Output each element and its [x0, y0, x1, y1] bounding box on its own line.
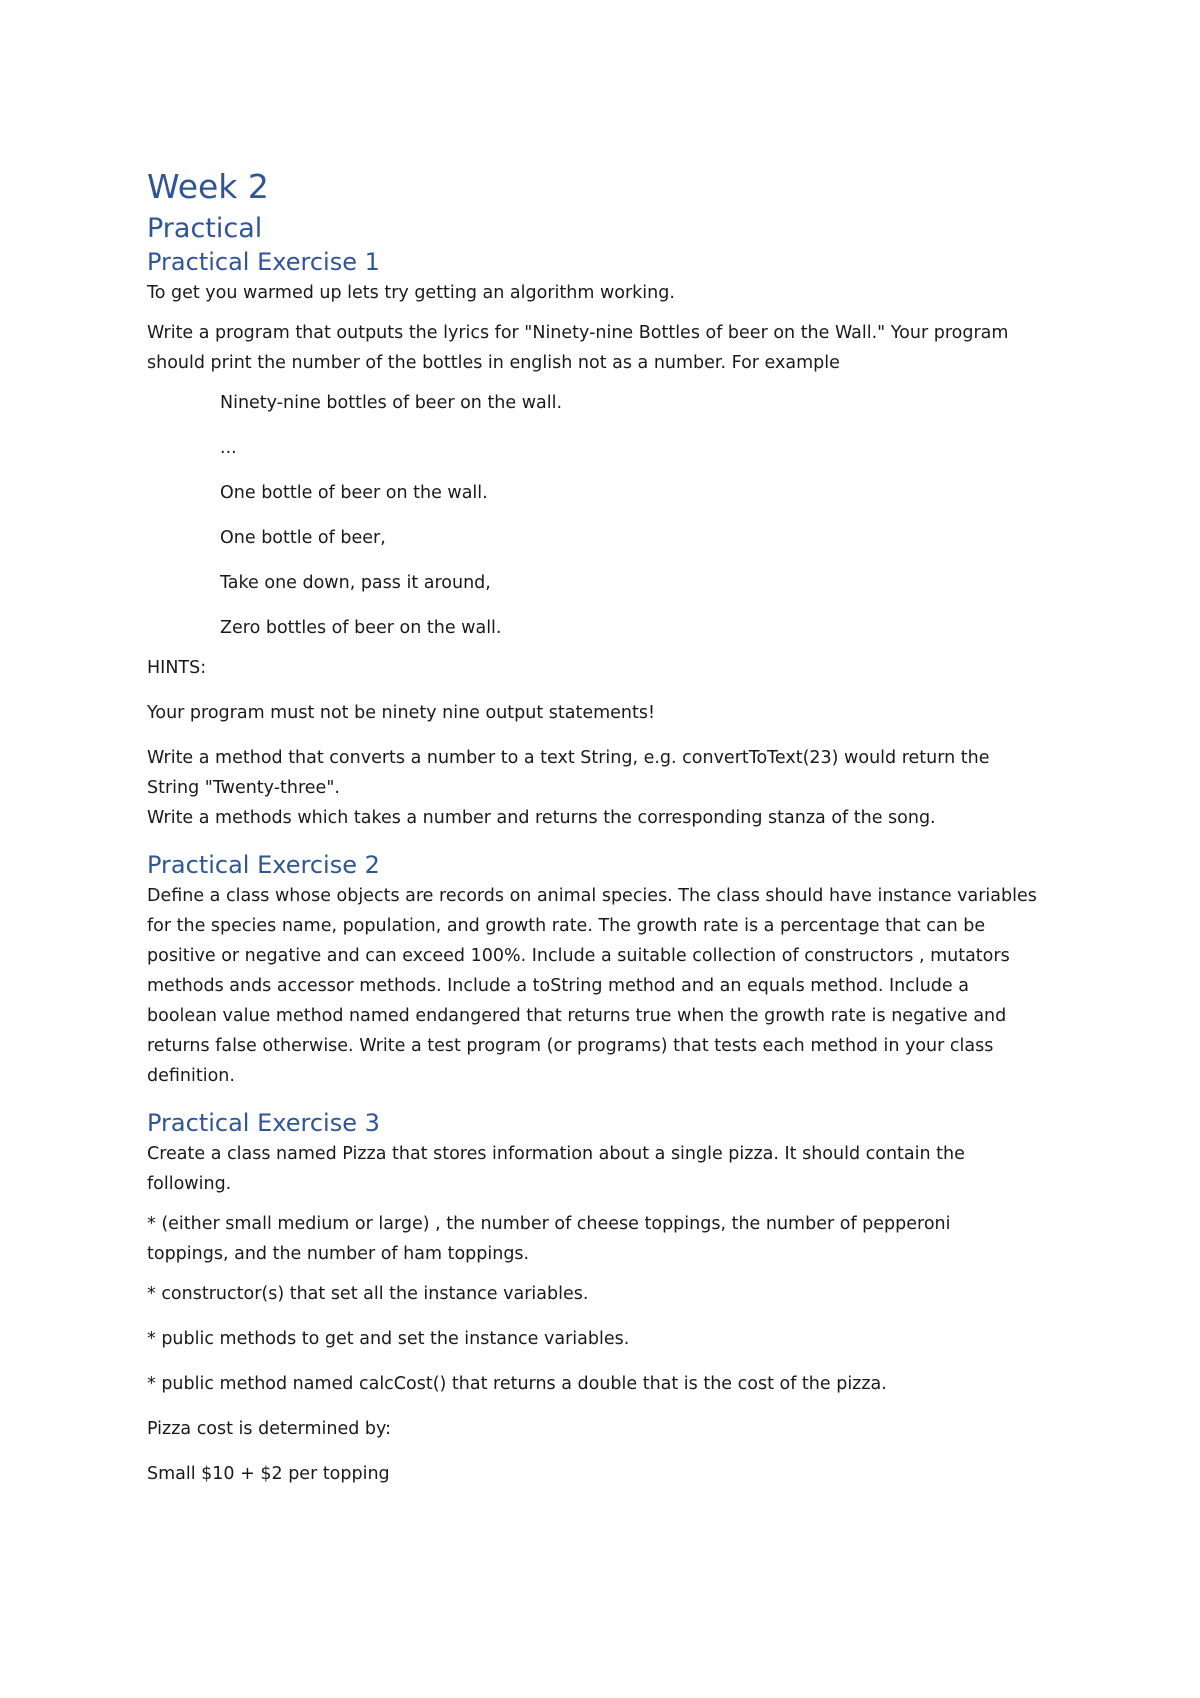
exercise-2-heading: Practical Exercise 2 — [147, 851, 380, 879]
exercise-2-line: returns false otherwise. Write a test program (or programs) that tests each method in your class — [147, 1036, 994, 1056]
exercise-2-line: Define a class whose objects are records on animal species. The class should have instance variables — [147, 886, 1037, 906]
lyric-line: ... — [220, 438, 237, 458]
hints-label: HINTS: — [147, 658, 207, 678]
page-title: Week 2 — [147, 167, 269, 206]
hint-1: Your program must not be ninety nine output statements! — [147, 703, 656, 723]
lyric-line: One bottle of beer on the wall. — [220, 483, 488, 503]
bullet-2: * constructor(s) that set all the instance variables. — [147, 1284, 589, 1304]
exercise-3-intro-line1: Create a class named Pizza that stores information about a single pizza. It should contain the — [147, 1144, 965, 1164]
lyric-line: Ninety-nine bottles of beer on the wall. — [220, 393, 563, 413]
exercise-1-heading: Practical Exercise 1 — [147, 248, 380, 276]
exercise-3-heading: Practical Exercise 3 — [147, 1109, 380, 1137]
cost-small: Small $10 + $2 per topping — [147, 1464, 390, 1484]
exercise-2-body — [147, 881, 1067, 1091]
exercise-2-line: methods ands accessor methods. Include a toString method and an equals method. Include a — [147, 976, 969, 996]
exercise-2-line: boolean value method named endangered that returns true when the growth rate is negative and — [147, 1006, 1007, 1026]
cost-label: Pizza cost is determined by: — [147, 1419, 392, 1439]
bullet-1-line2: toppings, and the number of ham toppings. — [147, 1244, 530, 1264]
hint-2-line1: Write a method that converts a number to a text String, e.g. convertToText(23) would return the — [147, 748, 990, 768]
exercise-1-para-line1: Write a program that outputs the lyrics for "Ninety-nine Bottles of beer on the Wall." Your program — [147, 323, 1009, 343]
exercise-1-para-line2: should print the number of the bottles in english not as a number. For example — [147, 353, 840, 373]
exercise-2-line: definition. — [147, 1066, 235, 1086]
exercise-1-intro: To get you warmed up lets try getting an algorithm working. — [147, 283, 675, 303]
exercise-2-line: for the species name, population, and growth rate. The growth rate is a percentage that can be — [147, 916, 986, 936]
exercise-2-line: positive or negative and can exceed 100%. Include a suitable collection of constructors , mutators — [147, 946, 1010, 966]
page-subtitle: Practical — [147, 213, 263, 244]
hint-2-line2: String "Twenty-three". — [147, 778, 340, 798]
bullet-1-line1: * (either small medium or large) , the number of cheese toppings, the number of pepperoni — [147, 1214, 951, 1234]
hints-block — [147, 653, 1067, 833]
hint-3: Write a methods which takes a number and returns the corresponding stanza of the song. — [147, 808, 936, 828]
lyric-line: Take one down, pass it around, — [220, 573, 491, 593]
exercise-3-list — [147, 1279, 1067, 1489]
lyrics-example — [147, 388, 1067, 643]
lyric-line: One bottle of beer, — [220, 528, 386, 548]
document-content — [147, 166, 1067, 1489]
exercise-3-intro-line2: following. — [147, 1174, 232, 1194]
bullet-3: * public methods to get and set the instance variables. — [147, 1329, 630, 1349]
lyric-line: Zero bottles of beer on the wall. — [220, 618, 502, 638]
bullet-4: * public method named calcCost() that returns a double that is the cost of the pizza. — [147, 1374, 887, 1394]
